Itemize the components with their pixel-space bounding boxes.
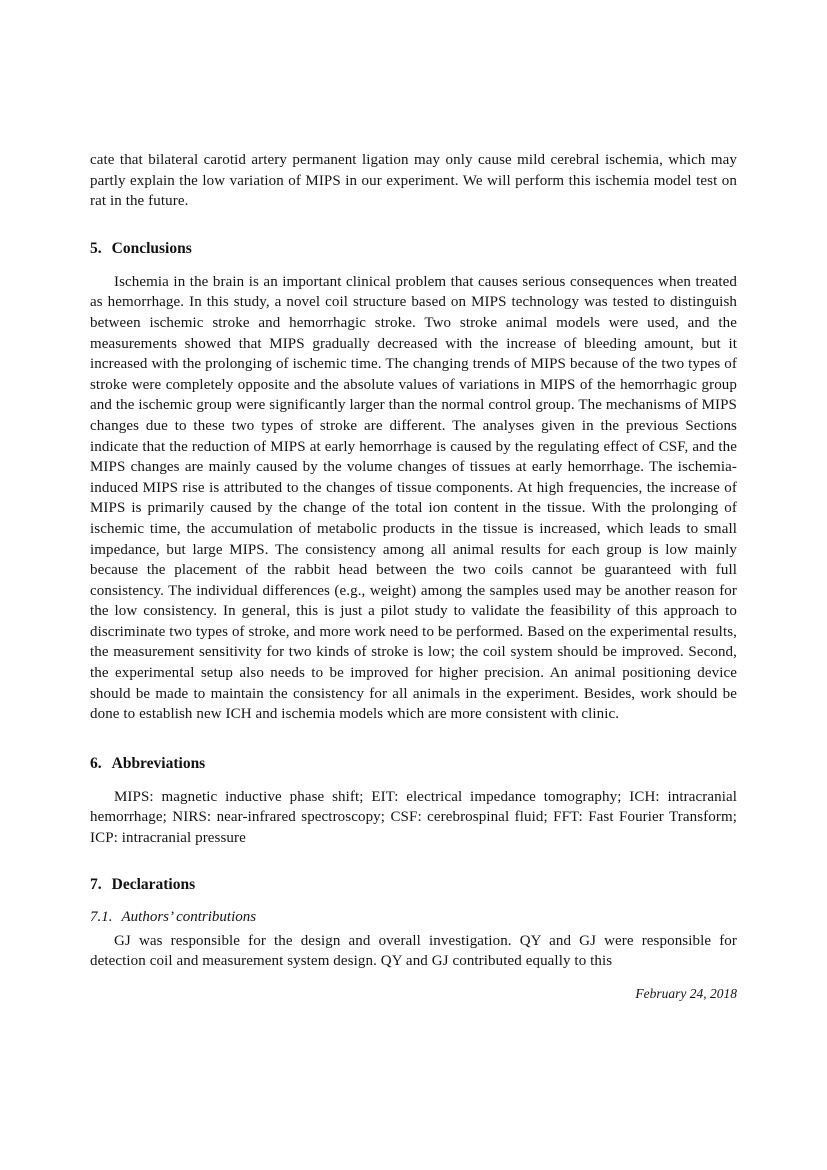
subsection-number: 7.1. [90, 908, 113, 925]
paragraph-abbreviations: MIPS: magnetic inductive phase shift; EIT: electrical impedance tomography; ICH: intracranial hemorrhage; NIRS: near-infrared spectroscopy; CSF: cerebrospinal fluid; FFT: Fast Fourier Transform; ICP: intracranial pressure [90, 788, 737, 847]
section-number: 5. [90, 239, 102, 257]
section-number: 7. [90, 875, 102, 893]
section-heading-declarations [90, 875, 737, 895]
footer-date: February 24, 2018 [635, 985, 737, 1001]
section-heading-abbreviations [90, 754, 737, 774]
section-heading-conclusions [90, 239, 737, 259]
section-title: Conclusions [111, 239, 192, 257]
subsection-title: Authors’ contributions [121, 908, 257, 925]
paragraph-continuation: cate that bilateral carotid artery permanent ligation may only cause mild cerebral ischemia, which may partly explain the low variation of MIPS in our experiment. We will perform this ischemia model test on rat in the future. [90, 152, 737, 210]
section-title: Abbreviations [111, 754, 206, 772]
subsection-heading-authors-contributions [90, 907, 737, 927]
section-title: Declarations [111, 875, 196, 893]
paragraph-authors-contributions: GJ was responsible for the design and overall investigation. QY and GJ were responsible for detection coil and measurement system design. QY and GJ contributed equally to this [90, 932, 737, 970]
section-number: 6. [90, 754, 102, 772]
paragraph-conclusions: Ischemia in the brain is an important clinical problem that causes serious consequences when treated as hemorrhage. In this study, a novel coil structure based on MIPS technology was tested to distinguish between ischemic stroke and hemorrhagic stroke. Two stroke animal models were used, and the measurements showed that MIPS gradually decreased with the increase of bleeding amount, but it increased with the prolonging of ischemic time. The changing trends of MIPS because of the two types of stroke were completely opposite and the absolute values of variations in MIPS of the hemorrhagic group and the ischemic group were significantly larger than the normal control group. The mechanisms of MIPS changes due to these two types of stroke are different. The analyses given in the previous Sections indicate that the reduction of MIPS at early hemorrhage is caused by the regulating effect of CSF, and the MIPS changes are mainly caused by the volume changes of tissues at early hemorrhage. The ischemia-induced MIPS rise is attributed to the changes of tissue components. At high frequencies, the increase of MIPS is primarily caused by the change of the total ion content in the tissue. With the prolonging of ischemic time, the accumulation of metabolic products in the tissue is increased, which leads to small impedance, but large MIPS. The consistency among all animal results for each group is low mainly because the placement of the rabbit head between the two coils cannot be guaranteed with full consistency. The individual differences (e.g., weight) among the samples used may be another reason for the low consistency. In general, this is just a pilot study to validate the feasibility of this approach to discriminate two types of stroke, and more work need to be performed. Based on the experimental results, the measurement sensitivity for two kinds of stroke is low; the coil system should be improved. Second, the experimental setup also needs to be improved for higher precision. An animal positioning device should be made to maintain the consistency for all animals in the experiment. Besides, work should be done to establish new ICH and ischemia models which are more consistent with clinic. [90, 273, 737, 723]
